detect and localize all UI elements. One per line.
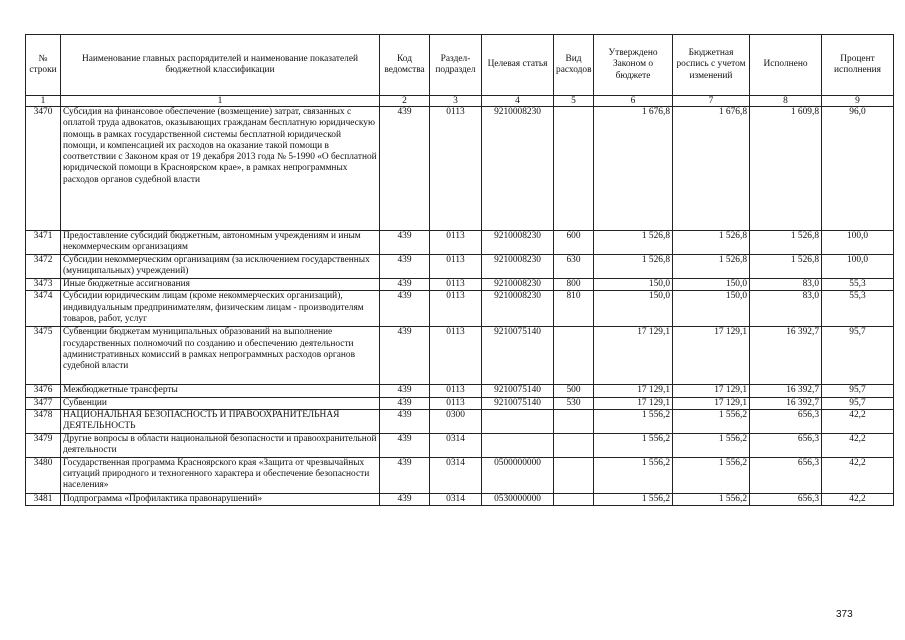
cell-type	[554, 493, 594, 505]
cell-executed: 656,3	[750, 433, 822, 457]
table-row	[26, 255, 894, 279]
header-percent: Процент исполнения	[822, 35, 894, 96]
cell-section: 0113	[430, 107, 482, 231]
cell-percent: 42,2	[822, 493, 894, 505]
cell-dept: 439	[380, 409, 430, 433]
cell-row-no: 3477	[26, 397, 61, 409]
budget-execution-table	[25, 34, 894, 506]
cell-target: 9210008230	[482, 279, 554, 291]
page-number: 373	[836, 609, 853, 620]
cell-section: 0314	[430, 493, 482, 505]
cell-target: 9210008230	[482, 291, 554, 327]
table-row	[26, 291, 894, 327]
cell-section: 0113	[430, 385, 482, 397]
table-row	[26, 231, 894, 255]
table-row	[26, 433, 894, 457]
cell-executed: 656,3	[750, 457, 822, 493]
cell-dept: 439	[380, 255, 430, 279]
column-number: 1	[26, 96, 61, 107]
table-row	[26, 397, 894, 409]
header-target: Целевая статья	[482, 35, 554, 96]
column-number: 5	[554, 96, 594, 107]
cell-type	[554, 433, 594, 457]
cell-percent: 55,3	[822, 279, 894, 291]
table-header	[26, 35, 894, 107]
cell-approved: 1 556,2	[594, 457, 673, 493]
cell-executed: 1 526,8	[750, 231, 822, 255]
column-number: 6	[594, 96, 673, 107]
table-row	[26, 327, 894, 385]
header-row-no: № строки	[26, 35, 61, 96]
column-number: 3	[430, 96, 482, 107]
cell-name: Субвенции бюджетам муниципальных образований на выполнение государственных полномочий по созданию и обеспечению деятельности административных комиссий в рамках непрограммных расходов органов судебной власти	[61, 327, 380, 385]
cell-approved: 150,0	[594, 291, 673, 327]
cell-schedule: 150,0	[673, 279, 750, 291]
cell-name: Субсидия на финансовое обеспечение (возмещение) затрат, связанных с оплатой труда адвокатов, оказывающих гражданам бесплатную юридическую помощь в рамках государственной системы бесплатной юридической помощи, и компенсацией их расходов на оказание такой помощи в соответствии с Законом края от 19 декабря 2013 года № 5-1990 «О бесплатной юридической помощи в Красноярском крае», в рамках непрограммных расходов органов судебной власти	[61, 107, 380, 231]
cell-executed: 16 392,7	[750, 327, 822, 385]
cell-name: НАЦИОНАЛЬНАЯ БЕЗОПАСНОСТЬ И ПРАВООХРАНИТЕЛЬНАЯ ДЕЯТЕЛЬНОСТЬ	[61, 409, 380, 433]
cell-executed: 83,0	[750, 279, 822, 291]
cell-dept: 439	[380, 433, 430, 457]
cell-target	[482, 433, 554, 457]
cell-type	[554, 457, 594, 493]
cell-name: Другие вопросы в области национальной безопасности и правоохранительной деятельности	[61, 433, 380, 457]
cell-row-no: 3476	[26, 385, 61, 397]
cell-percent: 42,2	[822, 457, 894, 493]
cell-section: 0314	[430, 457, 482, 493]
cell-dept: 439	[380, 457, 430, 493]
cell-schedule: 1 556,2	[673, 433, 750, 457]
header-name: Наименование главных распорядителей и наименование показателей бюджетной классификации	[61, 35, 380, 96]
cell-section: 0113	[430, 255, 482, 279]
cell-executed: 16 392,7	[750, 397, 822, 409]
cell-row-no: 3478	[26, 409, 61, 433]
header-dept-code: Код ведомства	[380, 35, 430, 96]
cell-name: Субсидии некоммерческим организациям (за исключением государственных (муниципальных) учреждений)	[61, 255, 380, 279]
cell-approved: 17 129,1	[594, 327, 673, 385]
table-row	[26, 493, 894, 505]
cell-type: 810	[554, 291, 594, 327]
cell-schedule: 1 556,2	[673, 493, 750, 505]
cell-row-no: 3471	[26, 231, 61, 255]
cell-row-no: 3473	[26, 279, 61, 291]
cell-type: 630	[554, 255, 594, 279]
cell-target: 9210075140	[482, 327, 554, 385]
cell-schedule: 17 129,1	[673, 385, 750, 397]
cell-executed: 656,3	[750, 409, 822, 433]
cell-percent: 100,0	[822, 231, 894, 255]
cell-target: 0500000000	[482, 457, 554, 493]
cell-section: 0314	[430, 433, 482, 457]
cell-executed: 1 526,8	[750, 255, 822, 279]
cell-executed: 16 392,7	[750, 385, 822, 397]
cell-name: Субсидии юридическим лицам (кроме некоммерческих организаций), индивидуальным предпринимателям, физическим лицам - производителям товаров, работ, услуг	[61, 291, 380, 327]
column-number: 9	[822, 96, 894, 107]
cell-dept: 439	[380, 279, 430, 291]
cell-approved: 1 526,8	[594, 231, 673, 255]
cell-section: 0113	[430, 327, 482, 385]
cell-row-no: 3472	[26, 255, 61, 279]
cell-approved: 1 676,8	[594, 107, 673, 231]
column-number: 1	[61, 96, 380, 107]
cell-approved: 1 556,2	[594, 493, 673, 505]
header-executed: Исполнено	[750, 35, 822, 96]
cell-approved: 1 526,8	[594, 255, 673, 279]
column-number: 2	[380, 96, 430, 107]
table-row	[26, 279, 894, 291]
cell-target: 9210008230	[482, 231, 554, 255]
cell-schedule: 1 556,2	[673, 457, 750, 493]
cell-dept: 439	[380, 291, 430, 327]
header-exp-type: Вид расходов	[554, 35, 594, 96]
cell-row-no: 3475	[26, 327, 61, 385]
column-number: 7	[673, 96, 750, 107]
cell-name: Субвенции	[61, 397, 380, 409]
cell-executed: 656,3	[750, 493, 822, 505]
cell-dept: 439	[380, 231, 430, 255]
cell-row-no: 3480	[26, 457, 61, 493]
table-row	[26, 385, 894, 397]
table-row	[26, 457, 894, 493]
header-section: Раздел-подраздел	[430, 35, 482, 96]
cell-percent: 96,0	[822, 107, 894, 231]
cell-schedule: 1 556,2	[673, 409, 750, 433]
cell-name: Иные бюджетные ассигнования	[61, 279, 380, 291]
cell-percent: 100,0	[822, 255, 894, 279]
cell-section: 0113	[430, 231, 482, 255]
cell-dept: 439	[380, 385, 430, 397]
cell-name: Предоставление субсидий бюджетным, автономным учреждениям и иным некоммерческим организациям	[61, 231, 380, 255]
cell-row-no: 3474	[26, 291, 61, 327]
cell-dept: 439	[380, 493, 430, 505]
cell-dept: 439	[380, 327, 430, 385]
cell-approved: 1 556,2	[594, 433, 673, 457]
cell-section: 0113	[430, 397, 482, 409]
cell-row-no: 3479	[26, 433, 61, 457]
cell-schedule: 1 676,8	[673, 107, 750, 231]
cell-target: 9210075140	[482, 397, 554, 409]
cell-approved: 150,0	[594, 279, 673, 291]
cell-type: 530	[554, 397, 594, 409]
cell-target: 9210008230	[482, 107, 554, 231]
cell-name: Подпрограмма «Профилактика правонарушений»	[61, 493, 380, 505]
cell-type	[554, 409, 594, 433]
cell-schedule: 17 129,1	[673, 397, 750, 409]
cell-dept: 439	[380, 107, 430, 231]
cell-dept: 439	[380, 397, 430, 409]
cell-target	[482, 409, 554, 433]
cell-name: Государственная программа Красноярского края «Защита от чрезвычайных ситуаций природного и техногенного характера и обеспечение безопасности населения»	[61, 457, 380, 493]
cell-schedule: 1 526,8	[673, 255, 750, 279]
column-number: 8	[750, 96, 822, 107]
cell-section: 0300	[430, 409, 482, 433]
table-row	[26, 107, 894, 231]
cell-executed: 83,0	[750, 291, 822, 327]
cell-percent: 95,7	[822, 397, 894, 409]
cell-section: 0113	[430, 291, 482, 327]
cell-type: 500	[554, 385, 594, 397]
cell-approved: 1 556,2	[594, 409, 673, 433]
cell-type: 600	[554, 231, 594, 255]
cell-schedule: 1 526,8	[673, 231, 750, 255]
cell-target: 9210075140	[482, 385, 554, 397]
cell-percent: 95,7	[822, 385, 894, 397]
cell-executed: 1 609,8	[750, 107, 822, 231]
cell-percent: 42,2	[822, 433, 894, 457]
cell-percent: 55,3	[822, 291, 894, 327]
cell-percent: 95,7	[822, 327, 894, 385]
cell-schedule: 17 129,1	[673, 327, 750, 385]
cell-section: 0113	[430, 279, 482, 291]
cell-target: 9210008230	[482, 255, 554, 279]
cell-row-no: 3481	[26, 493, 61, 505]
cell-percent: 42,2	[822, 409, 894, 433]
table-row	[26, 409, 894, 433]
cell-name: Межбюджетные трансферты	[61, 385, 380, 397]
header-approved: Утверждено Законом о бюджете	[594, 35, 673, 96]
cell-schedule: 150,0	[673, 291, 750, 327]
cell-approved: 17 129,1	[594, 397, 673, 409]
column-number: 4	[482, 96, 554, 107]
cell-target: 0530000000	[482, 493, 554, 505]
header-schedule: Бюджетная роспись с учетом изменений	[673, 35, 750, 96]
cell-type	[554, 107, 594, 231]
cell-type: 800	[554, 279, 594, 291]
cell-row-no: 3470	[26, 107, 61, 231]
cell-approved: 17 129,1	[594, 385, 673, 397]
cell-type	[554, 327, 594, 385]
